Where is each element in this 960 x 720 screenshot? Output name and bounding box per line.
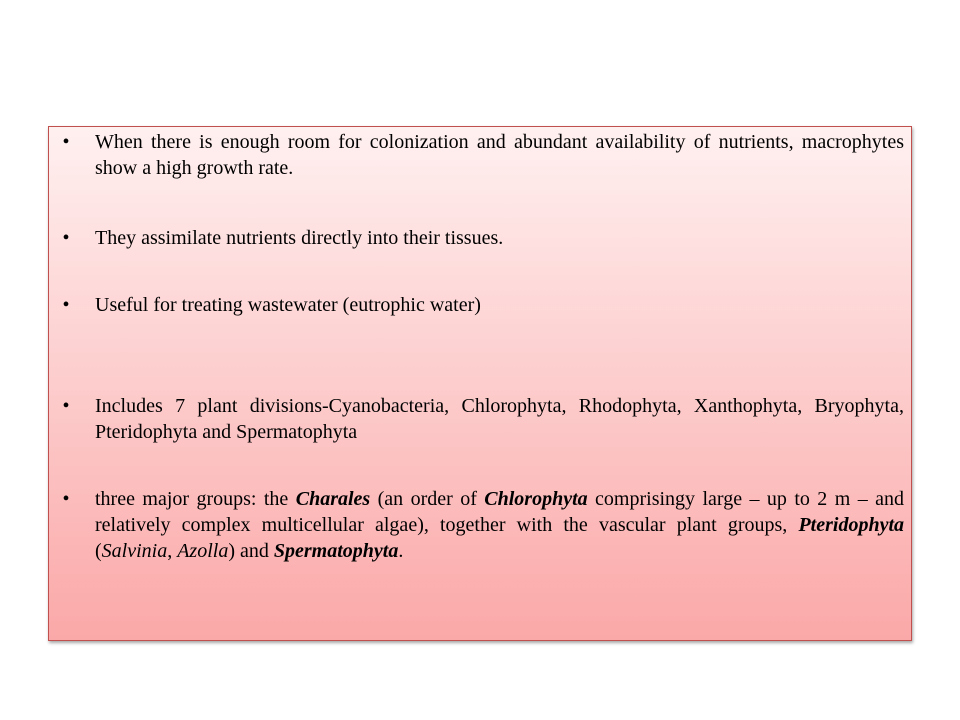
text-run: , — [167, 540, 178, 562]
term-chlorophyta: Chlorophyta — [484, 488, 588, 510]
bullet-text: Includes 7 plant divisions-Cyanobacteria, Chlorophyta, Rhodophyta, Xanthophyta, Bryophyta, Pteridophyta and Spermatophyta — [95, 395, 904, 443]
bullet-text: They assimilate nutrients directly into their tissues. — [95, 227, 504, 249]
bullet-text: When there is enough room for colonization and abundant availability of nutrients, macrophytes show a high growth rate. — [95, 131, 904, 179]
text-run: ( — [95, 540, 102, 562]
text-run: ) and — [228, 540, 274, 562]
bullet-marker: • — [62, 395, 70, 417]
text-run: comprisingy large – up to 2 m – and relatively complex multicellular algae), together with the vascular plant groups, — [95, 488, 904, 536]
bullet-marker: • — [62, 227, 70, 249]
term-spermatophyta: Spermatophyta — [273, 540, 399, 562]
bullet-text: Useful for treating wastewater (eutrophic water) — [95, 294, 481, 316]
text-run: . — [398, 540, 404, 562]
term-pteridophyta: Pteridophyta — [798, 514, 904, 536]
bullet-marker: • — [62, 294, 70, 316]
bullet-text — [95, 486, 904, 564]
bullet-marker: • — [62, 488, 70, 510]
content-textbox — [48, 126, 912, 641]
term-salvinia: Salvinia — [101, 540, 168, 562]
text-run: three major groups: the — [95, 488, 296, 510]
text-run: (an order of — [370, 488, 485, 510]
term-charales: Charales — [295, 488, 371, 510]
bullet-marker: • — [62, 131, 70, 153]
term-azolla: Azolla — [177, 540, 229, 562]
